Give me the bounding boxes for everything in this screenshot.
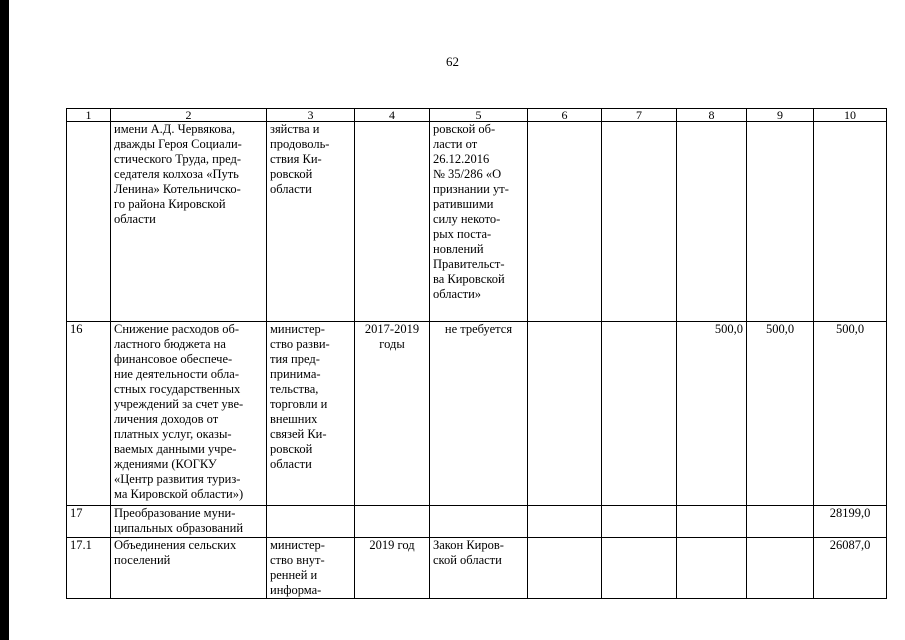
text-line: стического Труда, пред- bbox=[114, 152, 241, 166]
text-line: учреждений за счет уве- bbox=[114, 397, 244, 411]
column-header: 8 bbox=[677, 109, 747, 122]
row-number-cell bbox=[67, 122, 111, 322]
measure-name-cell bbox=[111, 122, 267, 322]
legal-act-cell bbox=[430, 322, 528, 506]
text-line: ласти от bbox=[433, 137, 478, 151]
text-line: ваемых данными учре- bbox=[114, 442, 237, 456]
text-line: ренней и bbox=[270, 568, 318, 582]
value-cell bbox=[747, 122, 814, 322]
text-line: области» bbox=[433, 287, 482, 301]
value-cell bbox=[747, 506, 814, 538]
text-line: ствия Ки- bbox=[270, 152, 322, 166]
value-cell: 500,0 bbox=[677, 322, 747, 506]
text-line: ской области bbox=[433, 553, 502, 567]
responsible-cell bbox=[267, 122, 355, 322]
value-cell: 500,0 bbox=[747, 322, 814, 506]
value-cell bbox=[677, 506, 747, 538]
legal-act-cell bbox=[430, 506, 528, 538]
legal-act-cell bbox=[430, 122, 528, 322]
value-cell: 26087,0 bbox=[814, 538, 887, 599]
measure-name-cell bbox=[111, 506, 267, 538]
text-line: министер- bbox=[270, 322, 325, 336]
text-line: не требуется bbox=[444, 322, 513, 336]
value-cell bbox=[528, 122, 602, 322]
column-header: 7 bbox=[602, 109, 677, 122]
text-line: ровской bbox=[270, 442, 313, 456]
value-cell bbox=[528, 322, 602, 506]
text-line: № 35/286 «О bbox=[433, 167, 502, 181]
text-line: ние деятельности обла- bbox=[114, 367, 239, 381]
table-row bbox=[67, 122, 887, 322]
value-cell bbox=[677, 122, 747, 322]
text-line: рых поста- bbox=[433, 227, 492, 241]
row-number-cell: 17 bbox=[67, 506, 111, 538]
text-line: Правительст- bbox=[433, 257, 505, 271]
text-line: Закон Киров- bbox=[433, 538, 504, 552]
text-line: ма Кировской области») bbox=[114, 487, 244, 501]
text-line: ластного бюджета на bbox=[114, 337, 226, 351]
text-line: ровской об- bbox=[433, 122, 496, 136]
column-header: 4 bbox=[355, 109, 430, 122]
period-cell bbox=[355, 506, 430, 538]
responsible-cell bbox=[267, 538, 355, 599]
text-line: тельства, bbox=[270, 382, 319, 396]
text-line: новлений bbox=[433, 242, 484, 256]
period-cell bbox=[355, 122, 430, 322]
value-cell bbox=[602, 506, 677, 538]
value-cell bbox=[814, 122, 887, 322]
text-line: ва Кировской bbox=[433, 272, 505, 286]
text-line: дважды Героя Социали- bbox=[114, 137, 242, 151]
text-line: Ленина» Котельничско- bbox=[114, 182, 241, 196]
text-line: продоволь- bbox=[270, 137, 330, 151]
text-line: ровской bbox=[270, 167, 313, 181]
row-number-cell: 16 bbox=[67, 322, 111, 506]
text-line: стных государственных bbox=[114, 382, 241, 396]
text-line: признании ут- bbox=[433, 182, 509, 196]
table-row bbox=[67, 322, 887, 506]
text-line: связей Ки- bbox=[270, 427, 327, 441]
text-line: имени А.Д. Червякова, bbox=[114, 122, 236, 136]
text-line: торговли и bbox=[270, 397, 328, 411]
column-header: 10 bbox=[814, 109, 887, 122]
table-row bbox=[67, 506, 887, 538]
text-line: финансовое обеспече- bbox=[114, 352, 233, 366]
text-line: силу некото- bbox=[433, 212, 501, 226]
text-line: зяйства и bbox=[270, 122, 320, 136]
text-line: тия пред- bbox=[270, 352, 320, 366]
value-cell bbox=[528, 506, 602, 538]
text-line: информа- bbox=[270, 583, 322, 597]
text-line: внешних bbox=[270, 412, 318, 426]
responsible-cell bbox=[267, 322, 355, 506]
text-line: седателя колхоза «Путь bbox=[114, 167, 239, 181]
text-line: платных услуг, оказы- bbox=[114, 427, 232, 441]
value-cell: 28199,0 bbox=[814, 506, 887, 538]
column-header: 5 bbox=[430, 109, 528, 122]
text-line: личения доходов от bbox=[114, 412, 219, 426]
column-header: 3 bbox=[267, 109, 355, 122]
text-line: области bbox=[114, 212, 156, 226]
measure-name-cell bbox=[111, 322, 267, 506]
text-line: «Центр развития туриз- bbox=[114, 472, 241, 486]
text-line: поселений bbox=[114, 553, 171, 567]
text-line: ратившими bbox=[433, 197, 494, 211]
value-cell bbox=[747, 538, 814, 599]
value-cell: 500,0 bbox=[814, 322, 887, 506]
text-line: 26.12.2016 bbox=[433, 152, 490, 166]
text-line: го района Кировской bbox=[114, 197, 226, 211]
value-cell bbox=[602, 122, 677, 322]
column-header: 9 bbox=[747, 109, 814, 122]
legal-act-cell bbox=[430, 538, 528, 599]
text-line: области bbox=[270, 182, 312, 196]
value-cell bbox=[528, 538, 602, 599]
period-cell: 2019 год bbox=[355, 538, 430, 599]
page-number: 62 bbox=[446, 54, 459, 69]
text-line: Объединения сельских bbox=[114, 538, 237, 552]
text-line: ципальных образований bbox=[114, 521, 244, 535]
row-number-cell: 17.1 bbox=[67, 538, 111, 599]
measure-name-cell bbox=[111, 538, 267, 599]
value-cell bbox=[677, 538, 747, 599]
column-header: 2 bbox=[111, 109, 267, 122]
text-line: области bbox=[270, 457, 312, 471]
table-row bbox=[67, 538, 887, 599]
responsible-cell bbox=[267, 506, 355, 538]
value-cell bbox=[602, 538, 677, 599]
program-table bbox=[66, 108, 887, 599]
text-line: ждениями (КОГКУ bbox=[114, 457, 217, 471]
text-line: Снижение расходов об- bbox=[114, 322, 240, 336]
column-header: 1 bbox=[67, 109, 111, 122]
text-line: Преобразование муни- bbox=[114, 506, 236, 520]
text-line: ство разви- bbox=[270, 337, 330, 351]
text-line: принима- bbox=[270, 367, 321, 381]
text-line: министер- bbox=[270, 538, 325, 552]
column-header: 6 bbox=[528, 109, 602, 122]
period-cell: 2017-2019 годы bbox=[355, 322, 430, 506]
scan-edge-bar bbox=[0, 0, 9, 640]
text-line: ство внут- bbox=[270, 553, 325, 567]
column-number-row bbox=[67, 109, 887, 122]
value-cell bbox=[602, 322, 677, 506]
